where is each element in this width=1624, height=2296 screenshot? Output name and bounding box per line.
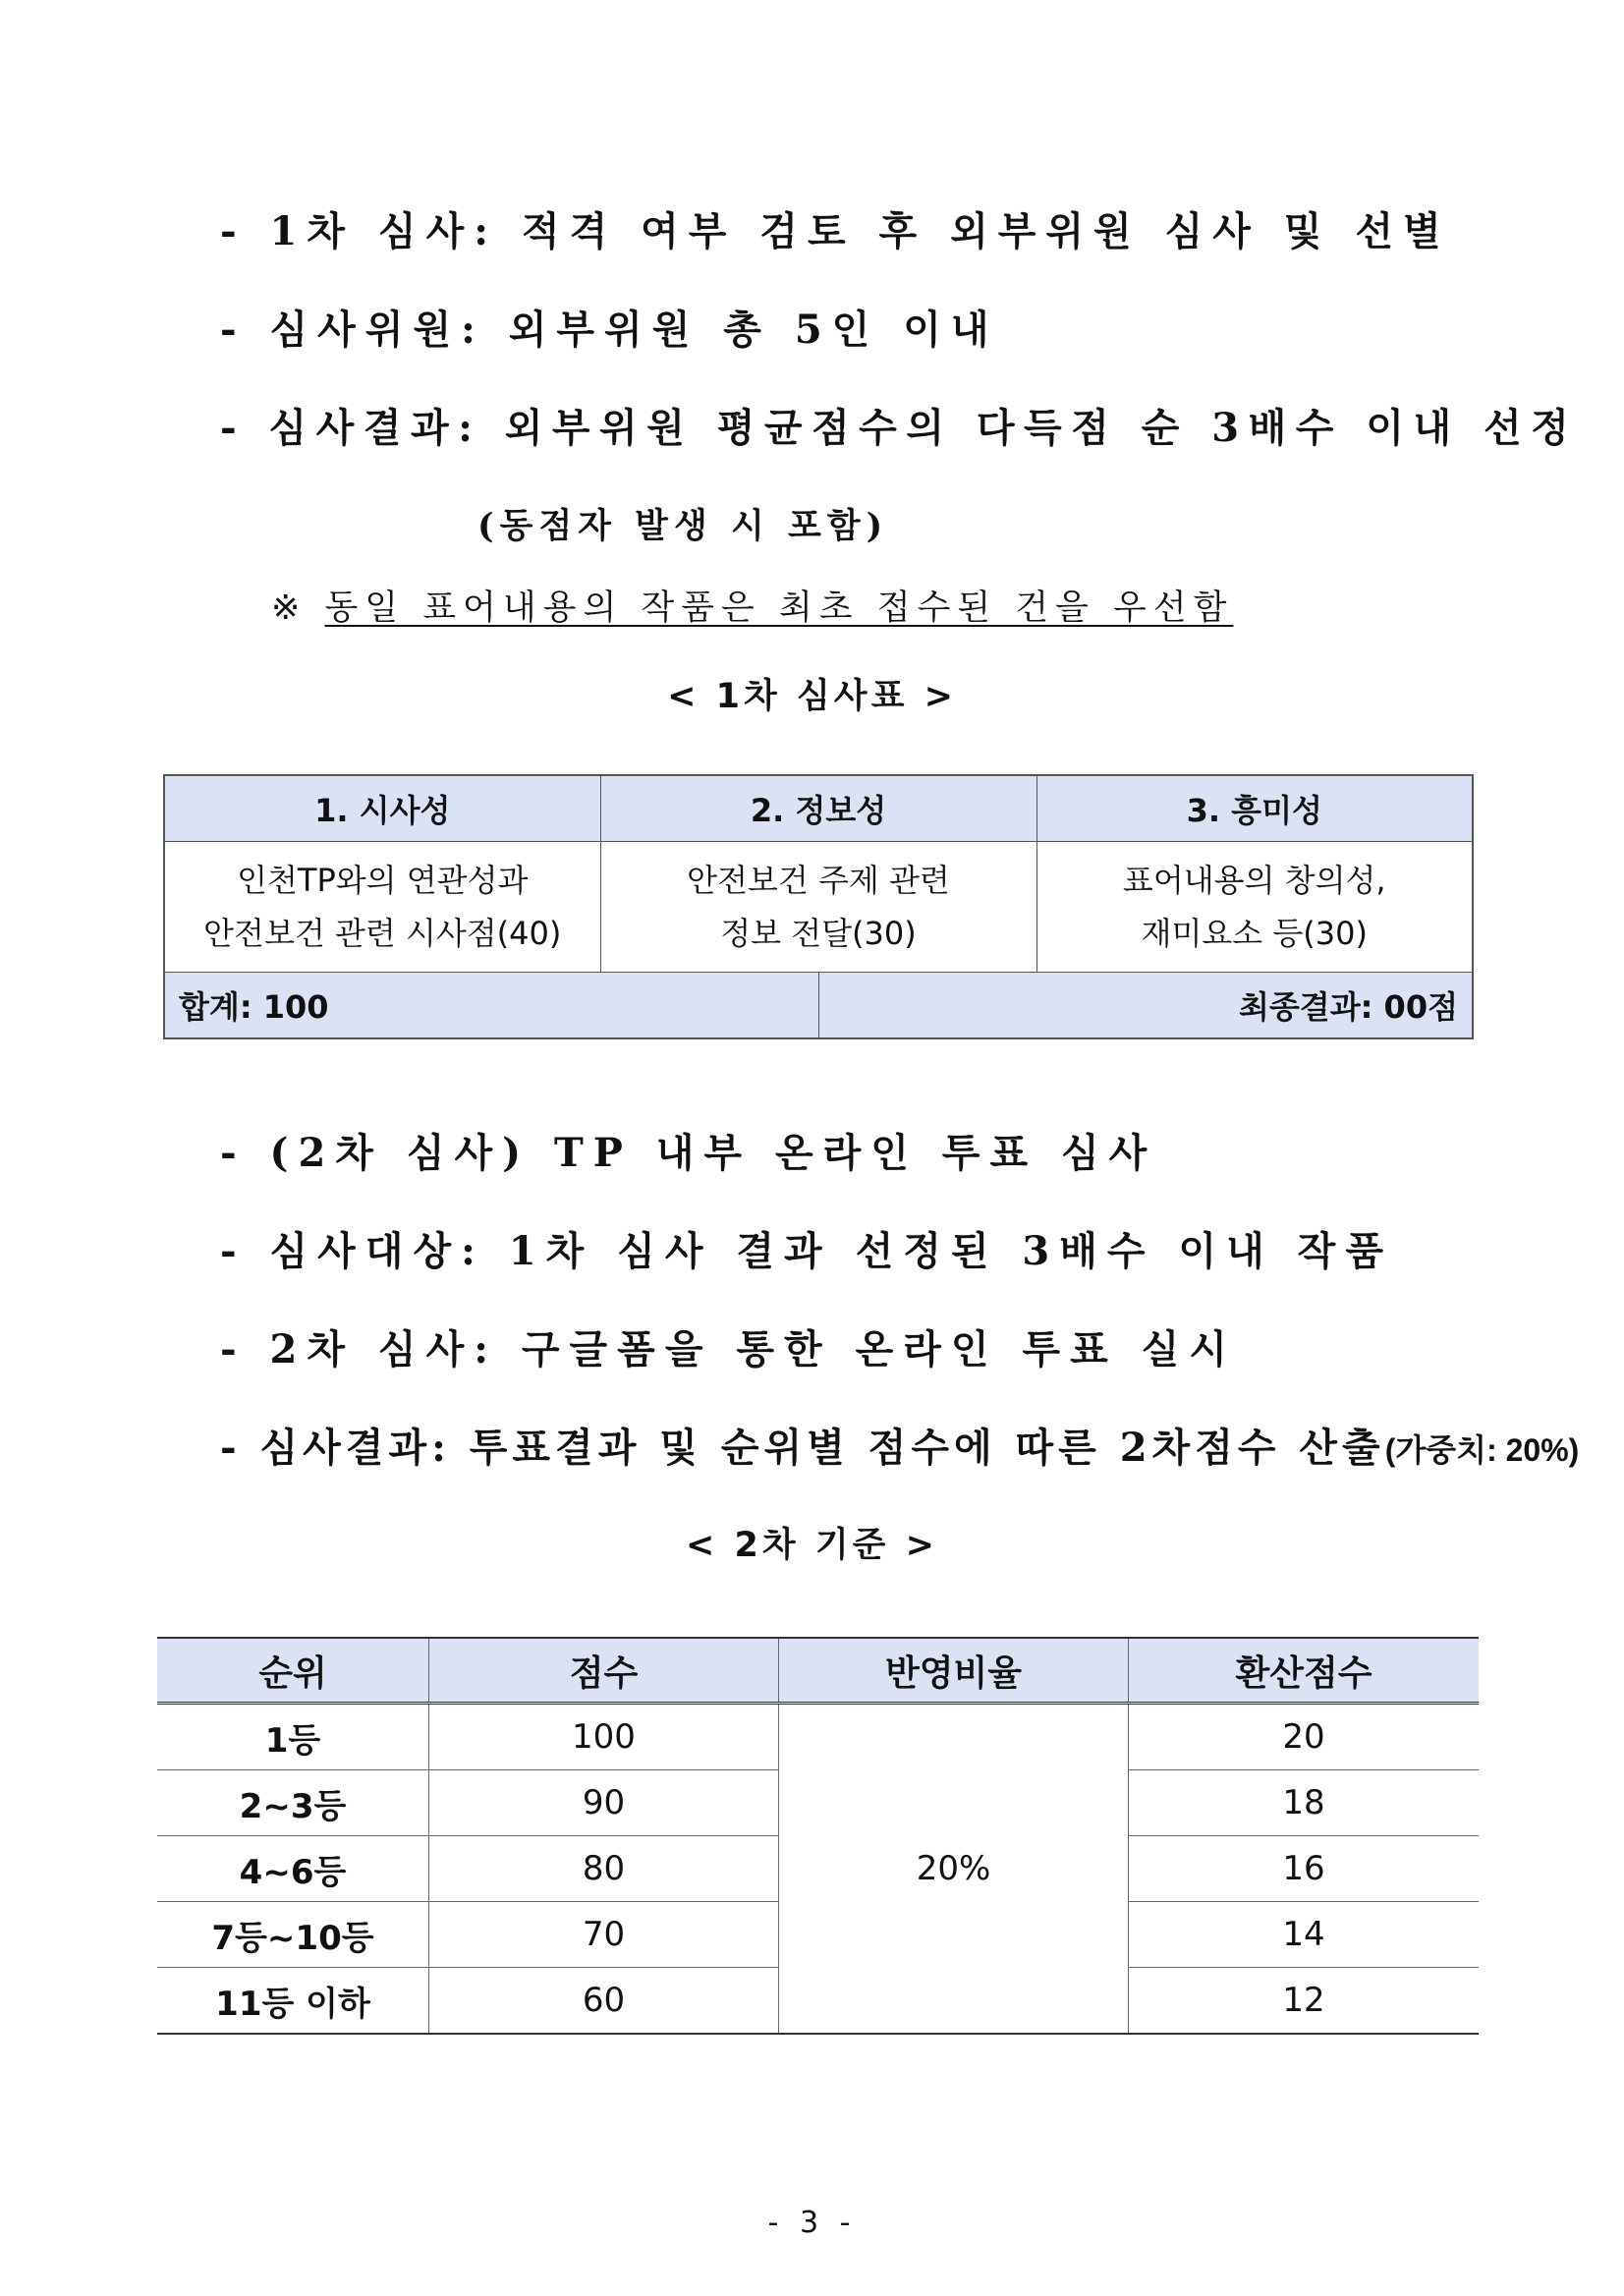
criteria-line: 표어내용의 창의성,: [1122, 862, 1386, 899]
section1-line2: - 심사위원: 외부위원 총 5인 이내: [220, 307, 999, 353]
table1-header-row: [164, 775, 1473, 842]
final-result-cell: 최종결과: 00점: [818, 973, 1473, 1039]
score-cell: 80: [429, 1836, 779, 1902]
table-row: [157, 1704, 1479, 1770]
criteria-table-2: [157, 1637, 1479, 2035]
converted-cell: 12: [1129, 1968, 1480, 2035]
section2-line1: - (2차 심사) TP 내부 온라인 투표 심사: [220, 1130, 1157, 1176]
section2-line4: [220, 1425, 1580, 1471]
criteria-line: 정보 전달(30): [720, 915, 917, 952]
score-cell: 100: [429, 1704, 779, 1770]
table1-criteria-cell: [600, 842, 1036, 973]
rank-cell: 11등 이하: [157, 1968, 429, 2035]
review-table-1: [163, 774, 1474, 1039]
table1-header-cell: 3. 흥미성: [1036, 775, 1473, 842]
criteria-line: 안전보건 관련 시사점(40): [203, 915, 562, 952]
section1-line1: - 1차 심사: 적격 여부 검토 후 외부위원 심사 및 선별: [220, 208, 1451, 254]
page-number: - 3 -: [767, 2206, 857, 2240]
total-cell: 합계: 100: [164, 973, 818, 1039]
rank-cell: 1등: [157, 1704, 429, 1770]
score-cell: 70: [429, 1902, 779, 1968]
weight-note: (가중치: 20%): [1384, 1432, 1580, 1468]
score-cell: 90: [429, 1770, 779, 1836]
table2-header-cell: 순위: [157, 1638, 429, 1704]
section1-line3-paren: (동점자 발생 시 포함): [477, 506, 889, 546]
section2-line2: - 심사대상: 1차 심사 결과 선정된 3배수 이내 작품: [220, 1228, 1393, 1274]
section2-line3: - 2차 심사: 구글폼을 통한 온라인 투표 실시: [220, 1326, 1237, 1372]
converted-cell: 18: [1129, 1770, 1480, 1836]
section2-line4-main: - 심사결과: 투표결과 및 순위별 점수에 따른 2차점수 산출: [220, 1425, 1385, 1471]
converted-cell: 16: [1129, 1836, 1480, 1902]
rank-cell: 2~3등: [157, 1770, 429, 1836]
reference-mark: ※: [271, 588, 308, 628]
criteria-line: 재미요소 등(30): [1141, 915, 1368, 952]
table1-criteria-cell: [1036, 842, 1473, 973]
table1-criteria-cell: [164, 842, 600, 973]
table1-header-cell: 2. 정보성: [600, 775, 1036, 842]
criteria-line: 안전보건 주제 관련: [687, 862, 950, 899]
note-text: 동일 표어내용의 작품은 최초 접수된 건을 우선함: [324, 588, 1234, 628]
table2-header-cell: 환산점수: [1129, 1638, 1480, 1704]
note-line: [271, 588, 1234, 628]
converted-cell: 14: [1129, 1902, 1480, 1968]
ratio-cell: 20%: [779, 1704, 1129, 2035]
converted-cell: 20: [1129, 1704, 1480, 1770]
table1-footer-row: [164, 973, 1473, 1039]
section1-line3: - 심사결과: 외부위원 평균점수의 다득점 순 3배수 이내 선정: [220, 405, 1579, 451]
rank-cell: 4~6등: [157, 1836, 429, 1902]
score-cell: 60: [429, 1968, 779, 2035]
table1-criteria-row: [164, 842, 1473, 973]
rank-cell: 7등~10등: [157, 1902, 429, 1968]
table2-caption: < 2차 기준 >: [686, 1526, 938, 1565]
table2-header-cell: 점수: [429, 1638, 779, 1704]
table1-caption: < 1차 심사표 >: [667, 677, 957, 716]
table1-header-cell: 1. 시사성: [164, 775, 600, 842]
criteria-line: 인천TP와의 연관성과: [237, 862, 529, 899]
table2-header-cell: 반영비율: [779, 1638, 1129, 1704]
table2-header-row: [157, 1638, 1479, 1704]
